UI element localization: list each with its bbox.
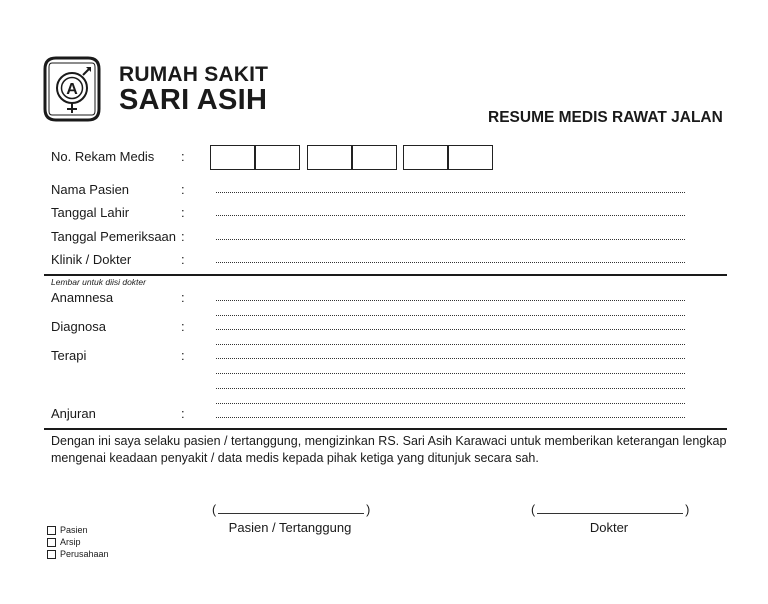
- tanggal-pemeriksaan-field[interactable]: [216, 239, 685, 240]
- klinik-dokter-field[interactable]: [216, 262, 685, 263]
- colon: :: [181, 290, 185, 305]
- colon: :: [181, 205, 185, 220]
- doctor-note: Lembar untuk diisi dokter: [51, 277, 146, 287]
- colon: :: [181, 229, 185, 244]
- diagnosa-label: Diagnosa: [51, 319, 106, 334]
- colon: :: [181, 149, 185, 164]
- open-paren: (: [212, 503, 217, 517]
- colon: :: [181, 348, 185, 363]
- copy-checkbox-perusahaan[interactable]: [47, 549, 109, 559]
- document-title: RESUME MEDIS RAWAT JALAN: [488, 109, 723, 126]
- tanggal-lahir-field[interactable]: [216, 215, 685, 216]
- nama-pasien-field[interactable]: [216, 192, 685, 193]
- patient-signature-label: Pasien / Tertanggung: [228, 520, 352, 535]
- colon: :: [181, 252, 185, 267]
- rekam-medis-digit-box[interactable]: [448, 145, 493, 170]
- colon: :: [181, 182, 185, 197]
- copy-label: Perusahaan: [60, 549, 109, 559]
- checkbox-square[interactable]: [47, 526, 56, 535]
- section-divider: [44, 428, 727, 430]
- section-divider: [44, 274, 727, 276]
- anamnesa-label: Anamnesa: [51, 290, 114, 305]
- signature-underline: [218, 502, 364, 514]
- hospital-name-line1: RUMAH SAKIT: [119, 63, 269, 86]
- rekam-medis-digit-box[interactable]: [352, 145, 397, 170]
- doctor-signature-label: Dokter: [589, 520, 629, 535]
- anjuran-label: Anjuran: [51, 406, 96, 421]
- close-paren: ): [685, 503, 690, 517]
- tanggal-lahir-label: Tanggal Lahir: [51, 205, 130, 220]
- open-paren: (: [531, 503, 536, 517]
- signature-underline: [537, 502, 683, 514]
- diagnosa-field[interactable]: [216, 329, 685, 330]
- rekam-medis-digit-box[interactable]: [210, 145, 255, 170]
- hospital-name-line2: SARI ASIH: [119, 84, 268, 116]
- tanggal-pemeriksaan-label: Tanggal Pemeriksaan: [51, 229, 177, 244]
- checkbox-square[interactable]: [47, 550, 56, 559]
- copy-label: Arsip: [60, 537, 81, 547]
- copy-checkbox-pasien[interactable]: [47, 525, 88, 535]
- rekam-medis-digit-box[interactable]: [255, 145, 300, 170]
- patient-signature-line[interactable]: [212, 502, 370, 517]
- hospital-logo: [42, 55, 102, 123]
- rekam-medis-label: No. Rekam Medis: [51, 149, 155, 164]
- terapi-field[interactable]: [216, 388, 685, 389]
- anamnesa-field[interactable]: [216, 300, 685, 301]
- doctor-signature-line[interactable]: [531, 502, 689, 517]
- colon: :: [181, 319, 185, 334]
- anamnesa-field[interactable]: [216, 315, 685, 316]
- anjuran-field[interactable]: [216, 417, 685, 418]
- checkbox-square[interactable]: [47, 538, 56, 547]
- copy-label: Pasien: [60, 525, 88, 535]
- klinik-dokter-label: Klinik / Dokter: [51, 252, 132, 267]
- terapi-field[interactable]: [216, 373, 685, 374]
- svg-text:A: A: [66, 81, 78, 98]
- terapi-field[interactable]: [216, 403, 685, 404]
- rekam-medis-digit-box[interactable]: [307, 145, 352, 170]
- terapi-label: Terapi: [51, 348, 87, 363]
- copy-checkbox-arsip[interactable]: [47, 537, 81, 547]
- terapi-field[interactable]: [216, 358, 685, 359]
- close-paren: ): [366, 503, 371, 517]
- consent-statement: Dengan ini saya selaku pasien / tertanggung, mengizinkan RS. Sari Asih Karawaci untuk memberikan keterangan lengkap mengenai keadaan penyakit / data medis kepada pihak ketiga yang ditunjuk secara sah.: [51, 434, 727, 465]
- rekam-medis-digit-box[interactable]: [403, 145, 448, 170]
- colon: :: [181, 406, 185, 421]
- diagnosa-field[interactable]: [216, 344, 685, 345]
- nama-pasien-label: Nama Pasien: [51, 182, 130, 197]
